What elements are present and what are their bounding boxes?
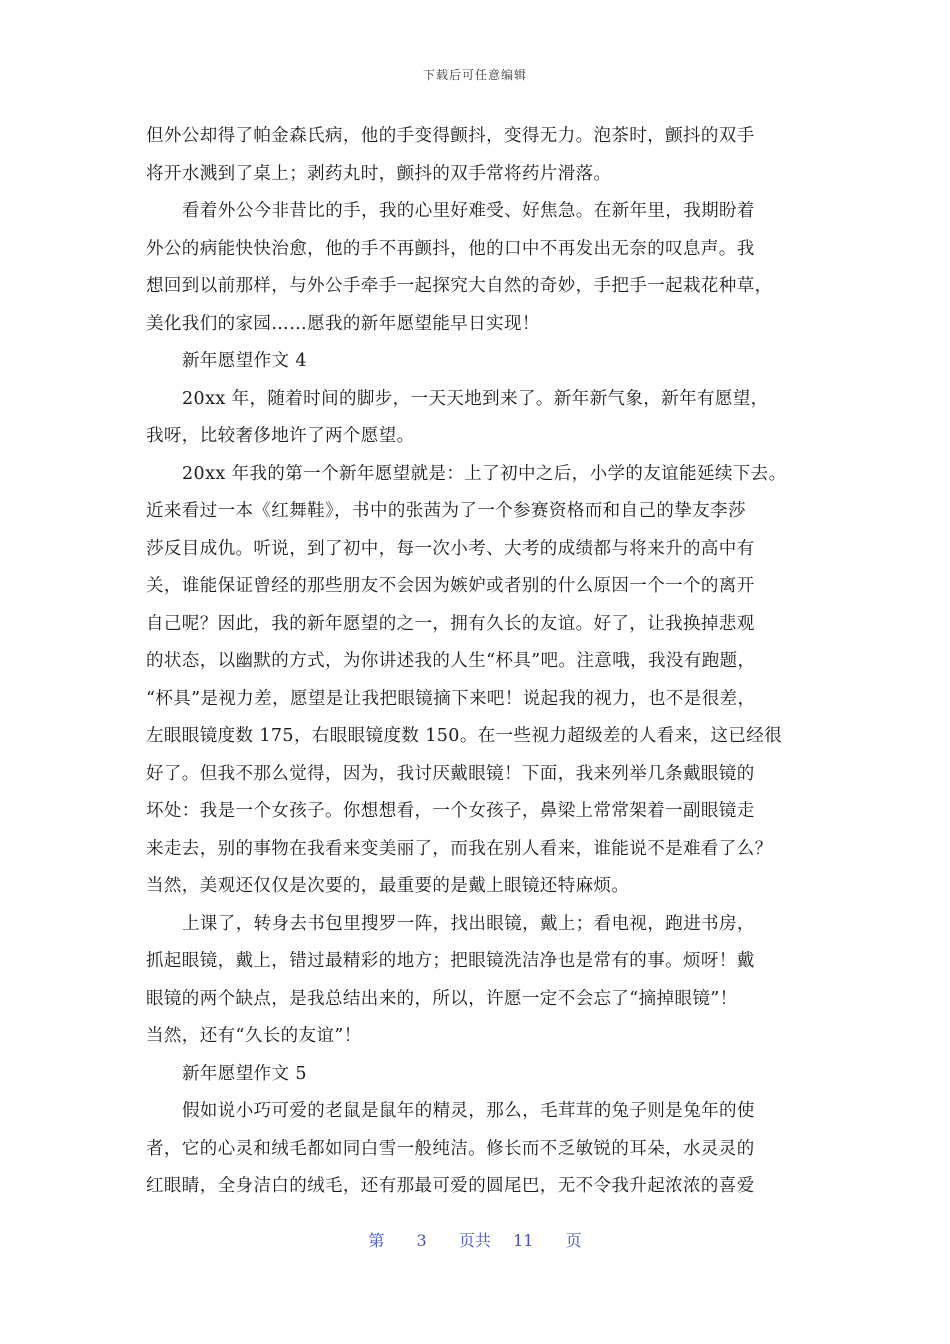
document-body [146,118,810,1206]
paragraph-line: 当然，还有“久长的友谊”！ [146,1026,362,1046]
paragraph-line: 看着外公今非昔比的手，我的心里好难受、好焦急。在新年里，我期盼着 [182,201,755,221]
paragraph-line: 20xx 年，随着时间的脚步，一天天地到来了。新年新气象，新年有愿望， [182,388,769,409]
paragraph-line: 好了。但我不那么觉得，因为，我讨厌戴眼镜！下面，我来列举几条戴眼镜的 [146,763,755,784]
paragraph-line: 美化我们的家园……愿我的新年愿望能早日实现！ [146,313,540,334]
paragraph-line: 来走去，别的事物在我看来变美丽了，而我在别人看来，谁能说不是难看了么？ [146,838,773,859]
paragraph-line: 假如说小巧可爱的老鼠是鼠年的精灵，那么，毛茸茸的兔子则是兔年的使 [182,1101,755,1121]
paragraph-line: 近来看过一本《红舞鞋》，书中的张茜为了一个参赛资格而和自己的挚友李莎 [146,501,746,521]
paragraph-line: 坏处：我是一个女孩子。你想想看，一个女孩子，鼻梁上常常架着一副眼镜走 [146,801,755,821]
paragraph-line: 者，它的心灵和绒毛都如同白雪一般纯洁。修长而不乏敏锐的耳朵，水灵灵的 [146,1138,755,1159]
paragraph-line: “杯具”是视力差，愿望是让我把眼镜摘下来吧！说起我的视力，也不是很差， [146,688,756,709]
paragraph-line: 20xx 年我的第一个新年愿望就是：上了初中之后，小学的友谊能延续下去。 [182,463,787,484]
footer-di: 第 [368,1231,385,1250]
page-footer [0,1228,950,1251]
header-note: 下载后可任意编辑 [422,68,527,82]
paragraph-line: 上课了，转身去书包里搜罗一阵，找出眼镜，戴上；看电视，跑进书房， [182,913,755,934]
footer-ye: 页 [565,1231,582,1250]
paragraph-line: 关，谁能保证曾经的那些朋友不会因为嫉妒或者别的什么原因一个一个的离开 [146,576,755,596]
paragraph-line: 想回到以前那样，与外公手牵手一起探究大自然的奇妙，手把手一起栽花种草， [146,276,773,296]
footer-current-page: 3 [416,1231,427,1250]
paragraph-line: 莎反目成仇。听说，到了初中，每一次小考、大考的成绩都与将来升的高中有 [146,538,755,559]
footer-total-pages: 11 [513,1231,534,1250]
paragraph-line: 我呀，比较奢侈地许了两个愿望。 [146,426,415,446]
paragraph-line: 自己呢？因此，我的新年愿望的之一，拥有久长的友谊。好了，让我换掉悲观 [146,613,755,634]
paragraph-line: 红眼睛，全身洁白的绒毛，还有那最可爱的圆尾巴，无不令我升起浓浓的喜爱 [146,1176,755,1196]
paragraph-line: 眼镜的两个缺点，是我总结出来的，所以，许愿一定不会忘了“摘掉眼镜”！ [146,988,738,1009]
paragraph-line: 新年愿望作文 4 [182,351,307,371]
footer-ye-gong: 页共 [458,1231,491,1250]
paragraph-line: 将开水溅到了桌上；剥药丸时，颤抖的双手常将药片滑落。 [146,163,612,184]
paragraph-line: 的状态，以幽默的方式，为你讲述我的人生“杯具”吧。注意哦，我没有跑题， [146,651,756,671]
paragraph-line: 新年愿望作文 5 [182,1063,307,1084]
paragraph-line: 但外公却得了帕金森氏病，他的手变得颤抖，变得无力。泡茶时，颤抖的双手 [146,126,755,146]
paragraph-line: 当然，美观还仅仅是次要的，最重要的是戴上眼镜还特麻烦。 [146,876,630,896]
paragraph-line: 抓起眼镜，戴上，错过最精彩的地方；把眼镜洗洁净也是常有的事。烦呀！戴 [146,951,755,971]
paragraph-line: 左眼眼镜度数 175，右眼眼镜度数 150。在一些视力超级差的人看来，这已经很 [146,726,783,746]
paragraph-line: 外公的病能快快治愈，他的手不再颤抖，他的口中不再发出无奈的叹息声。我 [146,238,755,259]
